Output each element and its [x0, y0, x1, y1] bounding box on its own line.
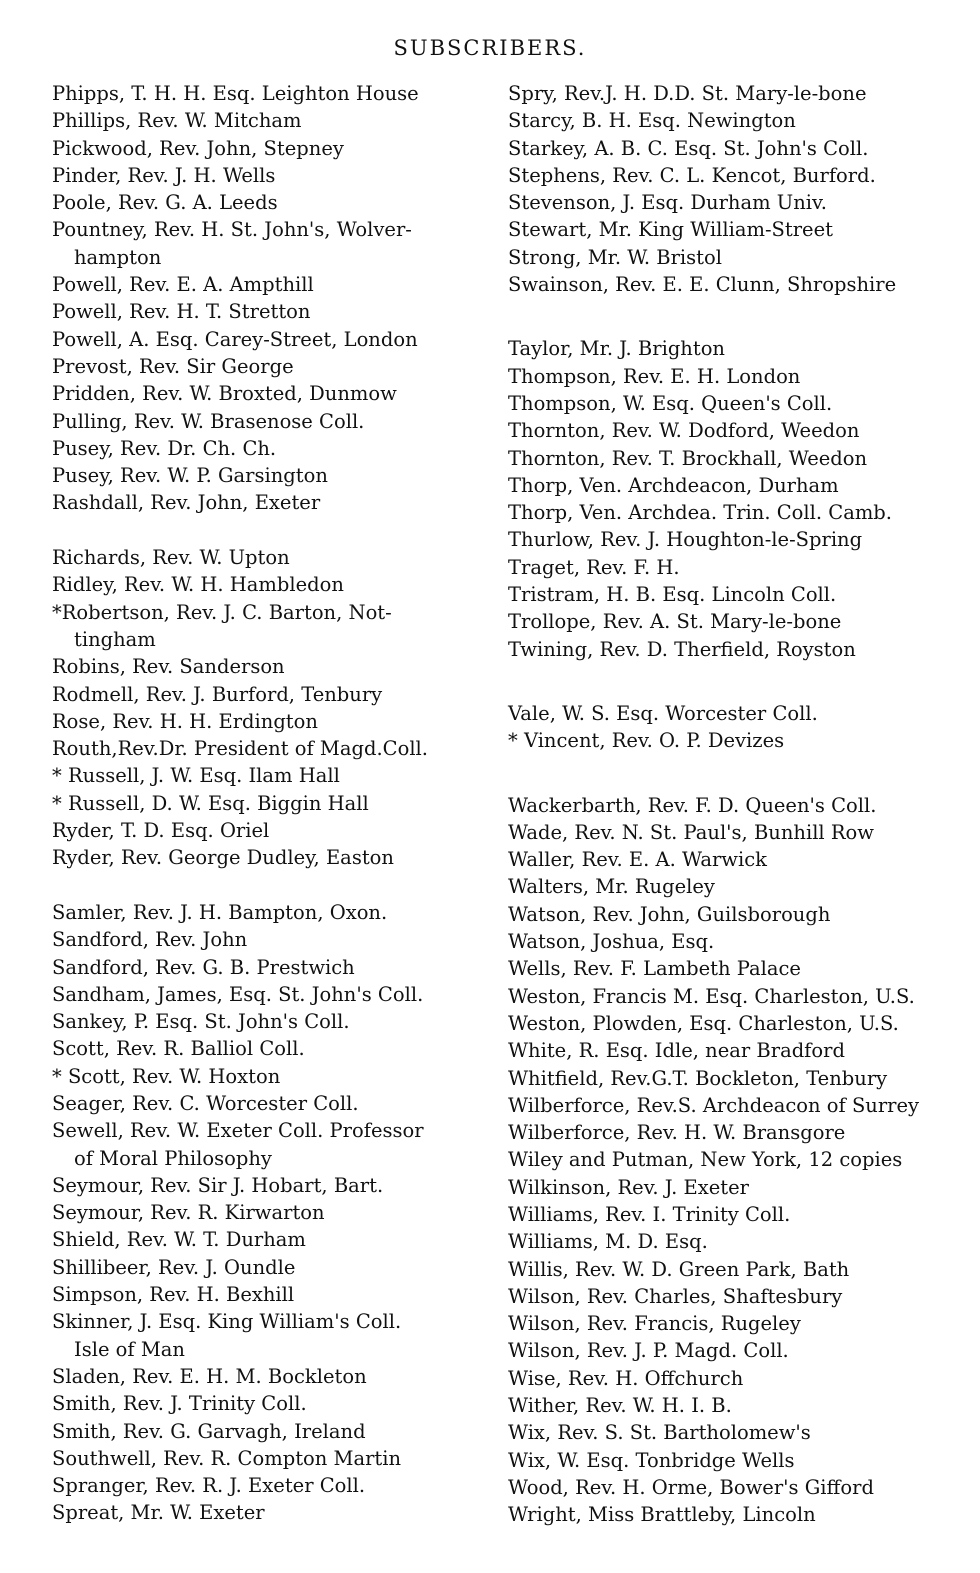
subscriber-name: Weston, Francis M. Esq. Charleston, U.S.: [508, 984, 915, 1008]
subscriber-entry: [52, 1499, 477, 1526]
subscriber-entry: [52, 844, 477, 871]
subscriber-entry: [52, 1281, 477, 1308]
subscriber-name: Southwell, Rev. R. Compton Martin: [52, 1446, 402, 1470]
subscriber-name: Phillips, Rev. W. Mitcham: [52, 109, 302, 133]
subscriber-entry: [52, 1035, 477, 1062]
subscriber-entry: [52, 1418, 477, 1445]
subscriber-entry: [508, 955, 938, 982]
subscriber-entry: [508, 1092, 938, 1119]
subscriber-name: Prevost, Rev. Sir George: [52, 354, 294, 378]
subscriber-name: Rose, Rev. H. H. Erdington: [52, 709, 318, 733]
subscriber-name: Wither, Rev. W. H. I. B.: [508, 1394, 732, 1418]
subscriber-entry: [52, 1390, 477, 1417]
subscriber-entry: [508, 554, 938, 581]
subscriber-entry: [508, 80, 938, 107]
subscriber-name: Starkey, A. B. C. Esq. St. John's Coll.: [508, 136, 869, 160]
section-gap: [508, 663, 938, 700]
subscriber-entry: [508, 1283, 938, 1310]
subscriber-name: * Vincent, Rev. O. P. Devizes: [508, 729, 785, 753]
subscriber-entry: [508, 390, 938, 417]
subscriber-name: Simpson, Rev. H. Bexhill: [52, 1283, 295, 1307]
subscriber-entry: [508, 1419, 938, 1446]
subscriber-entry: [52, 489, 477, 516]
subscriber-entry: [52, 162, 477, 189]
subscriber-name: Willis, Rev. W. D. Green Park, Bath: [508, 1257, 850, 1281]
subscriber-entry: [508, 1447, 938, 1474]
subscriber-name: Sandford, Rev. John: [52, 928, 248, 952]
subscriber-entry: [52, 926, 477, 953]
subscriber-name: Starcy, B. H. Esq. Newington: [508, 109, 796, 133]
subscriber-entry: [52, 1363, 477, 1390]
subscriber-entry: [508, 1474, 938, 1501]
subscriber-name: Smith, Rev. J. Trinity Coll.: [52, 1392, 307, 1416]
subscriber-name: Rashdall, Rev. John, Exeter: [52, 491, 321, 515]
subscriber-entry: [508, 581, 938, 608]
subscriber-name: Thorp, Ven. Archdeacon, Durham: [508, 473, 839, 497]
subscriber-entry: [52, 380, 477, 407]
subscriber-entry: [508, 1146, 938, 1173]
subscriber-entry: [508, 526, 938, 553]
subscriber-entry: [508, 107, 938, 134]
subscriber-name: Traget, Rev. F. H.: [508, 555, 680, 579]
subscriber-entry: [508, 983, 938, 1010]
subscriber-name: Wilkinson, Rev. J. Exeter: [508, 1175, 749, 1199]
subscriber-name: * Scott, Rev. W. Hoxton: [52, 1064, 281, 1088]
subscriber-name: Shield, Rev. W. T. Durham: [52, 1228, 306, 1252]
subscriber-name: Sandford, Rev. G. B. Prestwich: [52, 955, 355, 979]
subscriber-entry: [508, 1065, 938, 1092]
subscriber-name: Rodmell, Rev. J. Burford, Tenbury: [52, 682, 383, 706]
subscriber-name: Seymour, Rev. R. Kirwarton: [52, 1201, 325, 1225]
subscriber-name: Whitfield, Rev.G.T. Bockleton, Tenbury: [508, 1066, 888, 1090]
subscriber-entry: [508, 846, 938, 873]
subscriber-name: * Russell, J. W. Esq. Ilam Hall: [52, 764, 340, 788]
subscriber-entry-continuation: hampton: [74, 245, 162, 269]
subscriber-entry: [508, 135, 938, 162]
subscriber-name: Scott, Rev. R. Balliol Coll.: [52, 1037, 305, 1061]
subscriber-name: Ridley, Rev. W. H. Hambledon: [52, 573, 344, 597]
subscriber-entry: [52, 735, 477, 762]
subscriber-name: Wix, W. Esq. Tonbridge Wells: [508, 1448, 795, 1472]
subscriber-name: Stephens, Rev. C. L. Kencot, Burford.: [508, 163, 876, 187]
subscriber-name: Sladen, Rev. E. H. M. Bockleton: [52, 1364, 367, 1388]
subscriber-name: Shillibeer, Rev. J. Oundle: [52, 1255, 296, 1279]
subscriber-name: Trollope, Rev. A. St. Mary-le-bone: [508, 610, 842, 634]
subscriber-name: Waller, Rev. E. A. Warwick: [508, 848, 767, 872]
subscriber-name: Swainson, Rev. E. E. Clunn, Shropshire: [508, 273, 897, 297]
subscriber-entry: [52, 435, 477, 462]
subscriber-entry: [508, 1201, 938, 1228]
subscriber-name: Pulling, Rev. W. Brasenose Coll.: [52, 409, 365, 433]
subscriber-name: Powell, A. Esq. Carey-Street, London: [52, 327, 418, 351]
subscriber-name: Pusey, Rev. Dr. Ch. Ch.: [52, 436, 277, 460]
subscriber-entry: [508, 928, 938, 955]
subscriber-entry: [52, 1445, 477, 1472]
subscriber-entry: [52, 1063, 477, 1090]
subscriber-name: Spreat, Mr. W. Exeter: [52, 1501, 265, 1525]
subscriber-entry: [508, 1337, 938, 1364]
subscriber-name: Thornton, Rev. W. Dodford, Weedon: [508, 419, 860, 443]
subscriber-entry: [52, 1090, 477, 1117]
subscriber-entry: [52, 981, 477, 1008]
subscriber-name: Watson, Rev. John, Guilsborough: [508, 902, 831, 926]
subscriber-entry: [508, 727, 938, 754]
subscriber-name: Seymour, Rev. Sir J. Hobart, Bart.: [52, 1173, 384, 1197]
subscriber-entry: [508, 636, 938, 663]
subscriber-entry: [52, 762, 477, 789]
subscriber-entry: [52, 353, 477, 380]
subscriber-name: Powell, Rev. E. A. Ampthill: [52, 273, 314, 297]
subscriber-entry: [52, 708, 477, 735]
subscriber-entry: [508, 417, 938, 444]
subscriber-name: Seager, Rev. C. Worcester Coll.: [52, 1091, 359, 1115]
subscriber-name: Strong, Mr. W. Bristol: [508, 245, 722, 269]
subscriber-entry: [508, 873, 938, 900]
subscriber-entry: [508, 1392, 938, 1419]
subscriber-name: Richards, Rev. W. Upton: [52, 546, 290, 570]
subscriber-name: Williams, M. D. Esq.: [508, 1230, 708, 1254]
subscriber-name: Wix, Rev. S. St. Bartholomew's: [508, 1421, 811, 1445]
subscriber-name: Pusey, Rev. W. P. Garsington: [52, 464, 328, 488]
subscriber-entry: [508, 819, 938, 846]
subscriber-name: Stewart, Mr. King William-Street: [508, 218, 833, 242]
subscriber-entry: [52, 326, 477, 353]
subscriber-entry: [52, 462, 477, 489]
subscriber-entry: [508, 1501, 938, 1528]
subscriber-entry: [508, 1228, 938, 1255]
subscriber-name: Thornton, Rev. T. Brockhall, Weedon: [508, 446, 868, 470]
subscriber-entry: [508, 1119, 938, 1146]
subscriber-entry: [52, 1226, 477, 1253]
subscriber-entry: [508, 189, 938, 216]
subscriber-name: Wilson, Rev. Francis, Rugeley: [508, 1312, 801, 1336]
subscriber-name: Poole, Rev. G. A. Leeds: [52, 191, 278, 215]
subscriber-entry: [52, 571, 477, 598]
subscriber-name: Sewell, Rev. W. Exeter Coll. Professor: [52, 1119, 424, 1143]
section-gap: [508, 755, 938, 792]
subscriber-name: Ryder, T. D. Esq. Oriel: [52, 819, 270, 843]
subscriber-entry: [52, 408, 477, 435]
subscriber-entry: [508, 792, 938, 819]
subscriber-entry: [508, 472, 938, 499]
subscriber-entry: [52, 107, 477, 134]
subscriber-entry: [508, 608, 938, 635]
subscriber-entry: [52, 80, 477, 107]
subscriber-name: Weston, Plowden, Esq. Charleston, U.S.: [508, 1011, 899, 1035]
subscriber-name: Watson, Joshua, Esq.: [508, 930, 715, 954]
subscriber-name: Thompson, Rev. E. H. London: [508, 364, 801, 388]
subscriber-entry: [52, 1199, 477, 1226]
subscriber-entry: [508, 271, 938, 298]
subscriber-entry: [52, 954, 477, 981]
subscriber-name: Ryder, Rev. George Dudley, Easton: [52, 846, 394, 870]
subscriber-entry: [508, 335, 938, 362]
section-gap: [52, 517, 477, 544]
section-gap: [508, 298, 938, 335]
subscriber-entry: [508, 1174, 938, 1201]
subscriber-entry: [52, 653, 477, 680]
subscriber-entry: [52, 1172, 477, 1199]
subscriber-name: Wilson, Rev. Charles, Shaftesbury: [508, 1284, 843, 1308]
subscriber-name: Sandham, James, Esq. St. John's Coll.: [52, 982, 424, 1006]
subscriber-name: Pickwood, Rev. John, Stepney: [52, 136, 344, 160]
subscriber-name: Taylor, Mr. J. Brighton: [508, 337, 725, 361]
subscriber-entry: [52, 790, 477, 817]
subscriber-name: Smith, Rev. G. Garvagh, Ireland: [52, 1419, 366, 1443]
subscriber-name: Williams, Rev. I. Trinity Coll.: [508, 1202, 791, 1226]
subscriber-name: Powell, Rev. H. T. Stretton: [52, 300, 311, 324]
subscriber-entry: [52, 1008, 477, 1035]
subscriber-entry-continuation: tingham: [74, 627, 156, 651]
subscriber-entry: [52, 135, 477, 162]
subscriber-entry: [508, 1256, 938, 1283]
subscriber-name: Skinner, J. Esq. King William's Coll.: [52, 1310, 402, 1334]
subscriber-name: Twining, Rev. D. Therfield, Royston: [508, 637, 856, 661]
subscriber-entry: [508, 216, 938, 243]
subscriber-name: Wood, Rev. H. Orme, Bower's Gifford: [508, 1475, 874, 1499]
subscriber-entry-continuation: Isle of Man: [74, 1337, 185, 1361]
page-title: SUBSCRIBERS.: [393, 36, 587, 60]
subscriber-entry: [508, 1037, 938, 1064]
subscriber-entry: [52, 899, 477, 926]
subscriber-name: Robins, Rev. Sanderson: [52, 655, 285, 679]
subscriber-name: Sankey, P. Esq. St. John's Coll.: [52, 1010, 350, 1034]
subscriber-name: Thompson, W. Esq. Queen's Coll.: [508, 391, 833, 415]
subscriber-name: Phipps, T. H. H. Esq. Leighton House: [52, 82, 419, 105]
subscriber-name: Spry, Rev.J. H. D.D. St. Mary-le-bone: [508, 82, 867, 105]
subscriber-name: Pridden, Rev. W. Broxted, Dunmow: [52, 382, 397, 406]
subscriber-name: Routh,Rev.Dr. President of Magd.Coll.: [52, 737, 428, 761]
subscriber-name: White, R. Esq. Idle, near Bradford: [508, 1039, 845, 1063]
subscribers-column-left: [52, 80, 477, 1527]
subscriber-entry: [52, 189, 477, 216]
subscriber-entry: [508, 499, 938, 526]
subscriber-name: Pinder, Rev. J. H. Wells: [52, 163, 276, 187]
subscriber-name: Tristram, H. B. Esq. Lincoln Coll.: [508, 583, 837, 607]
subscriber-entry-continuation: of Moral Philosophy: [74, 1146, 272, 1170]
section-gap: [52, 872, 477, 899]
subscriber-name: Wilson, Rev. J. P. Magd. Coll.: [508, 1339, 789, 1363]
subscriber-name: Wright, Miss Brattleby, Lincoln: [508, 1503, 816, 1527]
subscriber-entry: [508, 1310, 938, 1337]
subscriber-entry: [52, 599, 477, 654]
subscriber-entry: [52, 298, 477, 325]
subscriber-name: Wackerbarth, Rev. F. D. Queen's Coll.: [508, 793, 877, 817]
subscriber-name: Wilberforce, Rev.S. Archdeacon of Surrey: [508, 1093, 920, 1117]
subscriber-entry: [508, 162, 938, 189]
subscribers-column-right: [508, 80, 938, 1529]
subscriber-entry: [52, 681, 477, 708]
subscriber-entry: [52, 1254, 477, 1281]
subscriber-entry: [508, 244, 938, 271]
subscriber-name: Samler, Rev. J. H. Bampton, Oxon.: [52, 900, 388, 924]
subscriber-entry: [52, 544, 477, 571]
subscriber-name: Walters, Mr. Rugeley: [508, 875, 715, 899]
subscriber-name: Wilberforce, Rev. H. W. Bransgore: [508, 1121, 846, 1145]
subscriber-entry: [52, 216, 477, 271]
subscriber-name: Thurlow, Rev. J. Houghton-le-Spring: [508, 528, 863, 552]
subscriber-name: Spranger, Rev. R. J. Exeter Coll.: [52, 1474, 366, 1498]
subscriber-entry: [508, 363, 938, 390]
subscriber-name: Thorp, Ven. Archdea. Trin. Coll. Camb.: [508, 501, 892, 525]
subscriber-entry: [52, 1308, 477, 1363]
subscriber-name: Wells, Rev. F. Lambeth Palace: [508, 957, 801, 981]
subscriber-entry: [52, 1472, 477, 1499]
subscriber-name: Vale, W. S. Esq. Worcester Coll.: [508, 701, 818, 725]
subscriber-name: Wiley and Putman, New York, 12 copies: [508, 1148, 903, 1172]
subscriber-entry: [508, 445, 938, 472]
subscriber-name: Wise, Rev. H. Offchurch: [508, 1366, 744, 1390]
subscriber-entry: [508, 901, 938, 928]
subscriber-name: Stevenson, J. Esq. Durham Univ.: [508, 191, 827, 215]
subscriber-entry: [52, 817, 477, 844]
subscriber-name: Wade, Rev. N. St. Paul's, Bunhill Row: [508, 820, 874, 844]
subscriber-entry: [508, 700, 938, 727]
subscriber-name: *Robertson, Rev. J. C. Barton, Not-: [52, 600, 392, 624]
subscriber-entry: [508, 1365, 938, 1392]
subscriber-name: * Russell, D. W. Esq. Biggin Hall: [52, 791, 369, 815]
subscriber-entry: [52, 1117, 477, 1172]
subscriber-entry: [508, 1010, 938, 1037]
subscriber-name: Pountney, Rev. H. St. John's, Wolver-: [52, 218, 412, 242]
subscriber-entry: [52, 271, 477, 298]
